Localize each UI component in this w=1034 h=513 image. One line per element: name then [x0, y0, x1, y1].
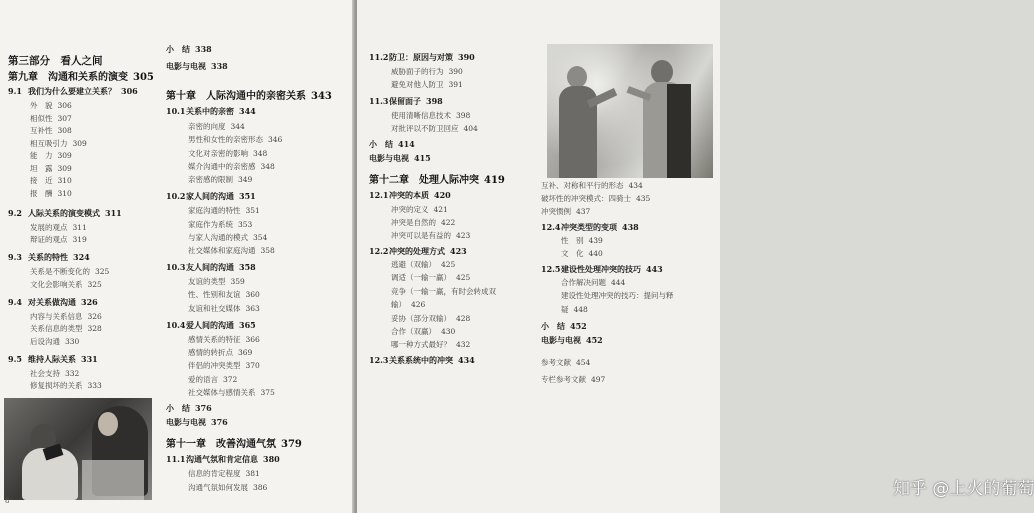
entry-page-number: 380 — [263, 453, 280, 464]
entry-page-number: 331 — [81, 353, 98, 364]
toc-entry — [188, 482, 267, 493]
entry-page-number: 426 — [411, 300, 426, 309]
entry-page-number: 375 — [260, 387, 275, 397]
entry-page-number: 324 — [73, 252, 90, 262]
entry-title: 冲突的定义 — [391, 205, 429, 214]
toc-entry — [188, 174, 252, 185]
entry-page-number: 348 — [253, 148, 268, 158]
entry-title: 关系信息的类型 — [30, 324, 83, 333]
entry-title: 修复损坏的关系 — [30, 381, 83, 390]
entry-title: 互补性 — [30, 126, 53, 135]
toc-entry — [188, 161, 275, 172]
toc-entry — [188, 134, 282, 145]
entry-page-number: 428 — [456, 314, 471, 323]
section-number: 10.4 — [166, 319, 186, 330]
entry-page-number: 372 — [223, 374, 238, 384]
entry-title: 相似性 — [30, 113, 53, 123]
entry-page-number: 398 — [426, 96, 443, 106]
section-number: 12.1 — [369, 190, 389, 200]
entry-title: 电影与电视 — [166, 61, 206, 71]
entry-page-number: 421 — [433, 205, 448, 214]
toc-entry — [8, 56, 108, 67]
entry-title: 冲突惯例 — [541, 207, 571, 216]
toc-entry — [188, 121, 245, 132]
toc-entry — [561, 248, 603, 259]
entry-title: 建设性处理冲突的技巧 — [561, 264, 641, 274]
entry-title: 第十章 人际沟通中的亲密关系 — [166, 91, 306, 102]
entry-page-number: 438 — [622, 222, 639, 232]
entry-title: 沟通气氛和肯定信息 — [186, 453, 258, 464]
toc-entry — [166, 44, 212, 55]
entry-page-number: 439 — [588, 236, 603, 245]
entry-title: 关系中的亲密 — [186, 106, 234, 116]
toc-entry — [561, 277, 625, 288]
entry-title: 家人间的沟通 — [186, 191, 234, 202]
toc-entry — [30, 336, 79, 347]
entry-page-number: 454 — [576, 358, 591, 367]
entry-page-number: 332 — [65, 368, 80, 378]
entry-title: 信息的肯定程度 — [188, 468, 241, 478]
section-number: 9.1 — [8, 86, 22, 96]
entry-page-number: 440 — [588, 249, 603, 258]
entry-page-number: 306 — [121, 86, 138, 96]
toc-entry — [188, 303, 260, 314]
entry-page-number: 311 — [72, 222, 87, 232]
entry-title: 外 貌 — [30, 101, 53, 110]
entry-title: 接 近 — [30, 176, 53, 185]
toc-entry — [30, 175, 72, 186]
entry-page-number: 310 — [57, 188, 72, 198]
toc-entry — [391, 123, 478, 134]
toc-entry — [391, 230, 470, 241]
toc-entry — [541, 321, 587, 332]
entry-title: 使用清晰信息技术 — [391, 111, 451, 120]
entry-page-number: 325 — [87, 279, 102, 289]
toc-entry — [30, 138, 87, 149]
entry-title: 性、性别和友谊 — [188, 290, 241, 300]
entry-page-number: 351 — [245, 206, 260, 216]
toc-entry — [166, 106, 256, 117]
entry-page-number: 379 — [281, 438, 302, 450]
toc-entry — [166, 320, 256, 331]
toc-entry — [391, 299, 425, 310]
entry-page-number: 419 — [484, 175, 505, 186]
toc-entry — [541, 335, 603, 346]
entry-title: 文 化 — [561, 249, 584, 258]
entry-title: 逃避（双输） — [391, 260, 436, 269]
toc-entry — [561, 290, 679, 301]
entry-page-number: 422 — [441, 218, 456, 227]
entry-page-number: 328 — [87, 324, 102, 333]
entry-page-number: 338 — [211, 61, 228, 71]
entry-page-number: 425 — [441, 260, 456, 269]
entry-title: 冲突是自然的 — [391, 218, 436, 227]
entry-title: 电影与电视 — [369, 153, 409, 163]
toc-entry — [391, 204, 448, 215]
entry-title: 破坏性的冲突模式：四骑士 — [541, 194, 631, 203]
entry-title: 关系是不断变化的 — [30, 267, 90, 276]
entry-title: 友谊和社交媒体 — [188, 303, 241, 313]
entry-page-number: 344 — [239, 106, 256, 116]
section-number: 10.1 — [166, 106, 186, 116]
toc-entry — [30, 100, 72, 111]
entry-page-number: 452 — [570, 321, 587, 331]
toc-entry — [391, 259, 455, 270]
entry-page-number: 343 — [311, 91, 332, 102]
entry-page-number: 386 — [253, 482, 268, 492]
entry-title: 男性和女性的亲密形态 — [188, 135, 263, 145]
entry-page-number: 381 — [245, 468, 260, 478]
entry-title: 友人间的沟通 — [186, 262, 234, 273]
toc-entry — [369, 153, 431, 164]
entry-page-number: 306 — [57, 101, 72, 110]
toc-entry — [391, 66, 463, 77]
entry-page-number: 309 — [57, 163, 72, 173]
entry-title: 妥协（部分双输） — [391, 314, 451, 323]
entry-page-number: 351 — [239, 191, 256, 202]
entry-page-number: 369 — [238, 348, 253, 357]
right-page — [357, 0, 1034, 513]
entry-title: 性 别 — [561, 236, 584, 245]
entry-title: 坦 露 — [30, 163, 53, 173]
entry-title: 社会支持 — [30, 368, 60, 378]
entry-title: 合作解决问题 — [561, 278, 606, 287]
entry-page-number: 365 — [239, 319, 256, 330]
toc-entry — [391, 326, 455, 337]
toc-entry — [30, 368, 79, 379]
entry-title: 感情关系的特征 — [188, 334, 241, 344]
toc-entry — [30, 323, 102, 334]
section-number: 11.2 — [369, 52, 389, 62]
entry-title: 避免对他人防卫 — [391, 80, 444, 89]
entry-page-number: 448 — [573, 305, 588, 314]
entry-page-number: 497 — [591, 375, 606, 384]
entry-page-number: 423 — [456, 231, 471, 240]
entry-title: 第十二章 处理人际冲突 — [369, 175, 479, 186]
entry-title: 小 结 — [166, 44, 190, 54]
toc-entry — [391, 339, 470, 350]
entry-title: 辩证的观点 — [30, 235, 68, 244]
entry-title: 我们为什么要建立关系？ — [28, 86, 116, 96]
toc-entry — [8, 354, 98, 365]
entry-title: 媒介沟通中的亲密感 — [188, 161, 256, 171]
entry-title: 合作（双赢） — [391, 327, 436, 336]
toc-entry — [30, 113, 72, 124]
toc-entry — [188, 387, 275, 398]
entry-title: 保留面子 — [389, 96, 421, 106]
entry-title: 报 酬 — [30, 188, 53, 198]
entry-title: 能 力 — [30, 151, 53, 160]
toc-entry — [541, 264, 663, 275]
entry-page-number: 326 — [81, 296, 98, 307]
entry-page-number: 353 — [238, 219, 253, 229]
entry-page-number: 404 — [463, 124, 478, 133]
entry-page-number: 311 — [105, 207, 122, 218]
entry-title: 冲突的本质 — [389, 190, 429, 200]
toc-entry — [30, 125, 72, 136]
entry-title: 家庭作为系统 — [188, 219, 233, 229]
entry-title: 维持人际关系 — [28, 353, 76, 364]
entry-title: 对批评以不防卫回应 — [391, 124, 459, 133]
entry-page-number: 358 — [239, 262, 256, 273]
entry-title: 小 结 — [541, 321, 565, 331]
entry-page-number: 432 — [456, 340, 471, 349]
entry-title: 人际关系的演变模式 — [28, 207, 100, 218]
entry-page-number: 415 — [414, 153, 431, 163]
toc-entry — [166, 61, 228, 72]
toc-entry — [369, 52, 475, 63]
entry-page-number: 437 — [576, 207, 591, 216]
section-number: 9.4 — [8, 296, 22, 307]
entry-title: 调适（一输一赢） — [391, 273, 451, 282]
entry-title: 对关系做沟通 — [28, 296, 76, 307]
toc-entry — [188, 347, 252, 358]
entry-title: 社交媒体与感情关系 — [188, 387, 256, 397]
toc-entry — [188, 289, 260, 300]
toc-entry — [8, 297, 98, 308]
entry-page-number: 325 — [95, 267, 110, 276]
toc-entry — [8, 252, 90, 263]
entry-title: 电影与电视 — [166, 416, 206, 427]
toc-entry — [30, 234, 87, 245]
entry-page-number: 435 — [636, 194, 651, 203]
toc-entry — [369, 190, 451, 201]
entry-title: 专栏参考文献 — [541, 375, 586, 384]
entry-page-number: 366 — [245, 334, 260, 344]
toc-entry — [541, 374, 605, 385]
entry-page-number: 391 — [448, 80, 463, 89]
section-number: 12.3 — [369, 355, 389, 365]
toc-entry — [30, 380, 102, 391]
section-number: 10.2 — [166, 191, 186, 202]
entry-page-number: 452 — [586, 335, 603, 345]
toc-entry — [391, 110, 470, 121]
entry-page-number: 423 — [450, 246, 467, 256]
entry-page-number: 376 — [195, 402, 212, 413]
entry-title: 第三部分 看人之间 — [8, 55, 103, 67]
toc-entry — [188, 245, 275, 256]
entry-page-number: 444 — [611, 278, 626, 287]
entry-title: 内容与关系信息 — [30, 311, 83, 321]
entry-title: 发展的观点 — [30, 222, 68, 232]
toc-entry — [541, 206, 590, 217]
entry-title: 关系系统中的冲突 — [389, 355, 453, 365]
toc-entry — [561, 235, 603, 246]
toc-entry — [369, 246, 467, 257]
section-number: 12.2 — [369, 246, 389, 256]
toc-entry — [369, 355, 475, 366]
toc-entry — [166, 439, 302, 450]
entry-page-number: 390 — [448, 67, 463, 76]
section-number: 10.3 — [166, 262, 186, 273]
page-number: 8 — [5, 497, 10, 505]
entry-title: 关系的特性 — [28, 252, 68, 262]
entry-title: 与家人沟通的模式 — [188, 232, 248, 242]
entry-page-number: 354 — [253, 232, 268, 242]
toc-entry — [188, 334, 260, 345]
toc-entry — [30, 311, 102, 322]
toc-entry — [188, 148, 267, 159]
toc-entry — [188, 468, 260, 479]
entry-title: 文化会影响关系 — [30, 279, 83, 289]
entry-title: 竞争（一输一赢，有时会转成双 — [391, 287, 496, 296]
toc-entry — [188, 232, 267, 243]
entry-page-number: 414 — [398, 139, 415, 149]
toc-entry — [30, 188, 72, 199]
toc-entry — [166, 417, 228, 428]
entry-title: 家庭沟通的特性 — [188, 206, 241, 216]
toc-entry — [8, 208, 122, 219]
section-number: 11.3 — [369, 96, 389, 106]
entry-title: 亲密感的限制 — [188, 175, 233, 185]
toc-entry — [369, 139, 415, 150]
entry-page-number: 348 — [260, 161, 275, 171]
toc-entry — [166, 91, 332, 102]
entry-title: 第十一章 改善沟通气氛 — [166, 438, 276, 450]
entry-page-number: 310 — [57, 176, 72, 185]
section-number: 12.4 — [541, 222, 561, 232]
watermark-text: 知乎 @上火的葡萄 — [893, 479, 1034, 499]
toc-entry — [8, 86, 138, 97]
entry-title: 亲密的向度 — [188, 122, 226, 131]
entry-title: 小 结 — [369, 139, 393, 149]
toc-entry — [30, 279, 102, 290]
entry-title: 感情的转折点 — [188, 348, 233, 357]
entry-page-number: 363 — [245, 303, 260, 313]
entry-title: 哪一种方式最好？ — [391, 340, 451, 349]
entry-page-number: 319 — [72, 235, 87, 244]
section-number: 9.2 — [8, 207, 22, 218]
entry-page-number: 305 — [133, 72, 154, 83]
toc-entry — [391, 272, 470, 283]
toc-entry — [541, 180, 643, 191]
entry-title: 爱的语言 — [188, 374, 218, 384]
entry-page-number: 326 — [87, 311, 102, 321]
toc-entry — [188, 360, 260, 371]
entry-title: 相互吸引力 — [30, 138, 68, 148]
toc-entry — [8, 72, 154, 83]
entry-title: 第九章 沟通和关系的演变 — [8, 72, 128, 83]
entry-title: 防卫：原因与对策 — [389, 52, 453, 62]
toc-entry — [30, 222, 87, 233]
entry-page-number: 309 — [57, 151, 72, 160]
entry-title: 冲突的处理方式 — [389, 246, 445, 256]
entry-page-number: 376 — [211, 416, 228, 427]
entry-page-number: 358 — [260, 246, 275, 256]
toc-entry — [30, 266, 109, 277]
entry-page-number: 443 — [646, 264, 663, 274]
entry-title: 小 结 — [166, 402, 190, 413]
entry-page-number: 425 — [456, 273, 471, 282]
entry-page-number: 330 — [65, 336, 80, 346]
toc-entry — [391, 79, 463, 90]
toc-entry — [166, 403, 212, 414]
entry-title: 沟通气氛如何发展 — [188, 482, 248, 492]
conversation-photo — [547, 44, 713, 178]
toc-entry — [30, 163, 72, 174]
toc-entry — [541, 193, 650, 204]
entry-title: 威胁面子的行为 — [391, 67, 444, 76]
entry-page-number: 398 — [456, 111, 471, 120]
entry-page-number: 360 — [245, 290, 260, 300]
toc-entry — [369, 175, 505, 186]
toc-entry — [30, 150, 72, 161]
toc-entry — [188, 276, 245, 287]
entry-page-number: 434 — [458, 355, 475, 365]
entry-title: 电影与电视 — [541, 335, 581, 345]
toc-entry — [166, 191, 256, 202]
reading-women-photo — [4, 398, 152, 500]
entry-page-number: 333 — [87, 381, 102, 390]
entry-title: 友谊的类型 — [188, 277, 226, 287]
entry-page-number: 338 — [195, 44, 212, 54]
entry-title: 文化对亲密的影响 — [188, 148, 248, 158]
entry-title: 后设沟通 — [30, 336, 60, 346]
toc-entry — [391, 217, 455, 228]
section-number: 11.1 — [166, 453, 186, 464]
entry-title: 社交媒体和家庭沟通 — [188, 246, 256, 256]
entry-page-number: 420 — [434, 190, 451, 200]
entry-title: 伴侣的冲突类型 — [188, 361, 241, 371]
toc-entry — [369, 96, 443, 107]
toc-entry — [541, 222, 639, 233]
entry-page-number: 344 — [230, 122, 245, 131]
entry-title: 冲突可以是有益的 — [391, 231, 451, 240]
entry-title: 冲突类型的变项 — [561, 222, 617, 232]
entry-page-number: 430 — [441, 327, 456, 336]
entry-page-number: 349 — [238, 175, 253, 185]
section-number: 12.5 — [541, 264, 561, 274]
entry-title: 爱人间的沟通 — [186, 319, 234, 330]
toc-entry — [166, 262, 256, 273]
entry-page-number: 309 — [72, 138, 87, 148]
entry-page-number: 434 — [628, 181, 643, 190]
toc-entry — [391, 286, 501, 297]
entry-title: 疑 — [561, 305, 569, 314]
toc-entry — [188, 374, 237, 385]
toc-entry — [391, 313, 470, 324]
toc-entry — [166, 454, 280, 465]
entry-page-number: 308 — [57, 126, 72, 135]
toc-entry — [188, 205, 260, 216]
entry-page-number: 307 — [57, 113, 72, 123]
entry-title: 参考文献 — [541, 358, 571, 367]
toc-entry — [188, 219, 252, 230]
section-number: 9.5 — [8, 353, 22, 364]
entry-page-number: 359 — [230, 277, 245, 287]
toc-entry — [561, 304, 588, 315]
left-page — [0, 0, 355, 513]
entry-title: 互补、对称和平行的形态 — [541, 181, 624, 190]
toc-entry — [541, 357, 590, 368]
entry-title: 输） — [391, 300, 406, 309]
entry-page-number: 370 — [245, 361, 260, 371]
entry-page-number: 346 — [268, 135, 283, 145]
entry-page-number: 390 — [458, 52, 475, 62]
section-number: 9.3 — [8, 252, 22, 262]
entry-title: 建设性处理冲突的技巧：提问与释 — [561, 291, 674, 300]
